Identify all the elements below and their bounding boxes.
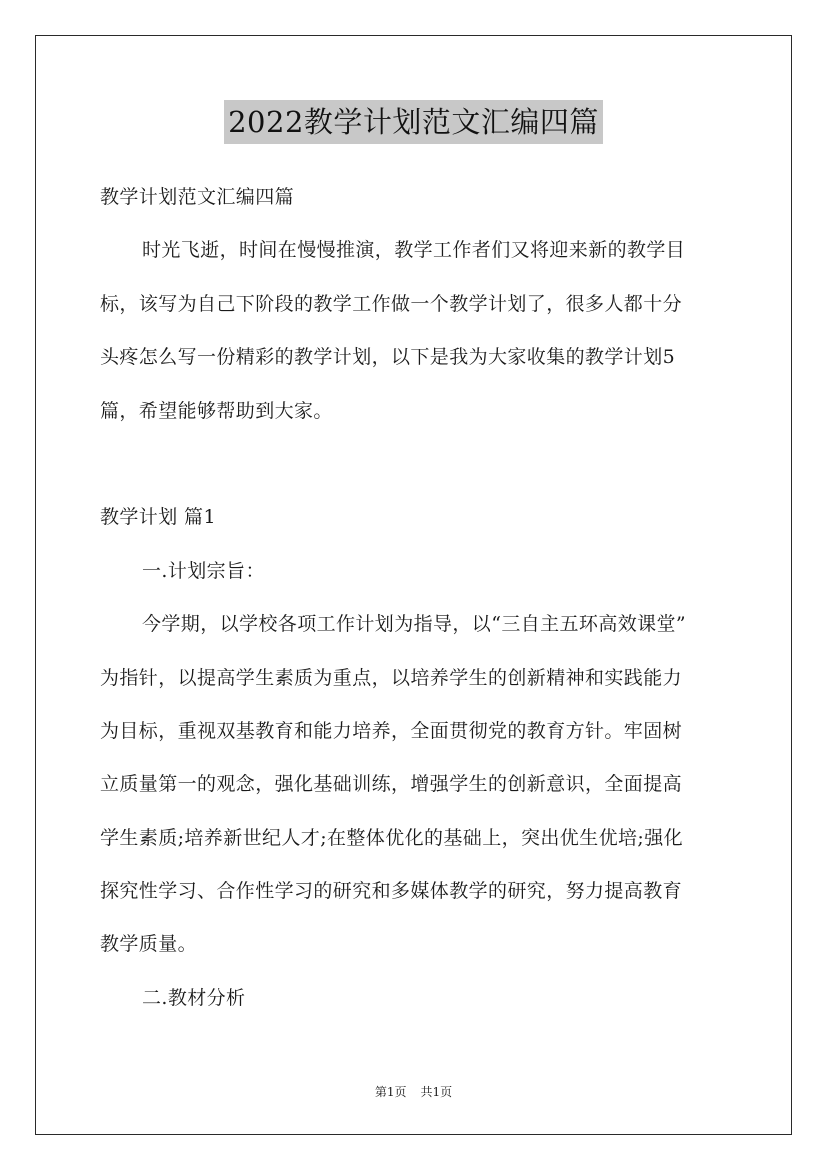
subsection-heading: 一.计划宗旨： (142, 559, 265, 582)
paragraph-line: 篇，希望能够帮助到大家。 (100, 399, 333, 422)
page-footer (0, 1083, 827, 1100)
paragraph-line: 为目标，重视双基教育和能力培养，全面贯彻党的教育方针。牢固树 (100, 719, 683, 742)
document-title: 2022教学计划范文汇编四篇 (224, 100, 603, 144)
paragraph-line: 探究性学习、合作性学习的研究和多媒体教学的研究，努力提高教育 (100, 880, 683, 903)
paragraph-line: 标，该写为自己下阶段的教学工作做一个教学计划了，很多人都十分 (100, 292, 683, 315)
subtitle: 教学计划范文汇编四篇 (100, 186, 295, 208)
page-number: 第1页 (374, 1085, 407, 1099)
section-heading: 教学计划 篇1 (100, 506, 216, 529)
paragraph-line: 头疼怎么写一份精彩的教学计划，以下是我为大家收集的教学计划5 (100, 346, 676, 369)
document-body (100, 171, 730, 1025)
blank-line (100, 438, 730, 491)
title-container (0, 100, 827, 144)
paragraph-line: 立质量第一的观念，强化基础训练，增强学生的创新意识，全面提高 (100, 773, 683, 796)
paragraph-line: 时光飞逝，时间在慢慢推演，教学工作者们又将迎来新的教学目 (142, 239, 686, 262)
paragraph-line: 教学质量。 (100, 933, 198, 956)
page-count: 共1页 (420, 1085, 453, 1099)
paragraph-line: 学生素质;培养新世纪人才;在整体优化的基础上，突出优生优培;强化 (100, 826, 684, 849)
paragraph-line: 今学期，以学校各项工作计划为指导，以“三自主五环高效课堂” (142, 613, 687, 636)
subsection-heading: 二.教材分析 (142, 986, 246, 1009)
paragraph-line: 为指针，以提高学生素质为重点，以培养学生的创新精神和实践能力 (100, 666, 683, 689)
